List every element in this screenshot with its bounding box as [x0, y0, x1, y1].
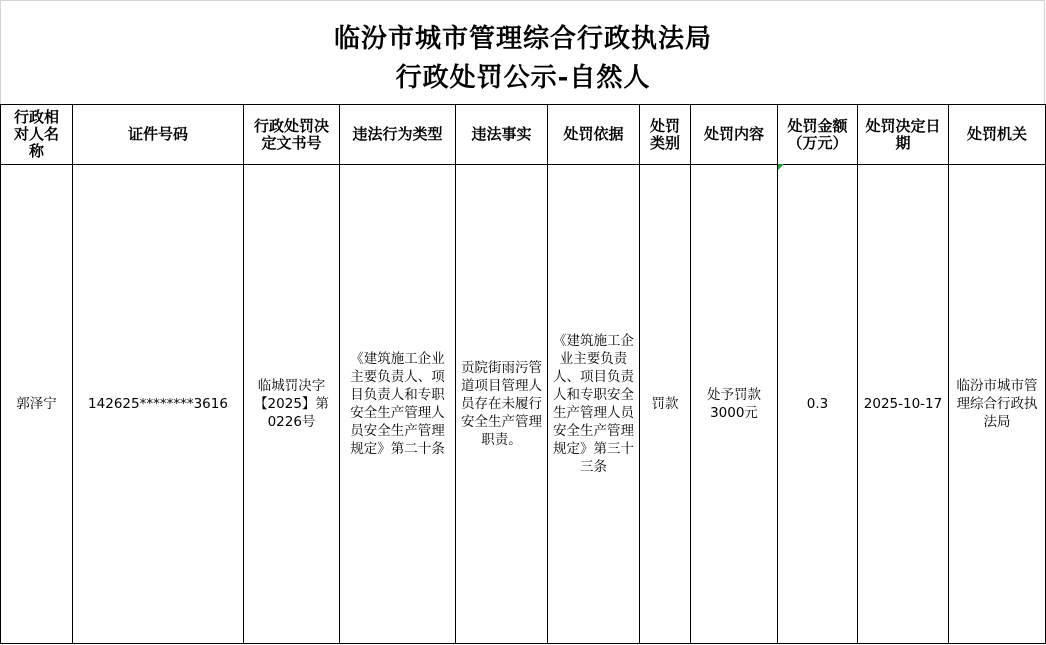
- header-row: [1, 105, 1046, 165]
- header-decision-date[interactable]: 处罚决定日期: [858, 105, 949, 165]
- penalty-table: [0, 104, 1046, 644]
- table-row: [1, 165, 1046, 644]
- header-id-number[interactable]: 证件号码: [73, 105, 244, 165]
- cell-penalty-content[interactable]: 处予罚款3000元: [691, 165, 778, 644]
- cell-authority[interactable]: 临汾市城市管理综合行政执法局: [949, 165, 1046, 644]
- cell-penalty-basis[interactable]: 《建筑施工企业主要负责人、项目负责人和专职安全生产管理人员安全生产管理规定》第三十三条: [548, 165, 640, 644]
- cell-id-number[interactable]: 142625********3616: [73, 165, 244, 644]
- document-title: 临汾市城市管理综合行政执法局: [333, 24, 712, 54]
- header-authority[interactable]: 处罚机关: [949, 105, 1046, 165]
- header-decision-number[interactable]: 行政处罚决定文书号: [244, 105, 340, 165]
- cell-decision-date[interactable]: 2025-10-17: [858, 165, 949, 644]
- header-name[interactable]: 行政相对人名称: [1, 105, 73, 165]
- document-subtitle: 行政处罚公示-自然人: [395, 63, 651, 93]
- header-penalty-amount[interactable]: 处罚金额（万元）: [778, 105, 858, 165]
- header-penalty-basis[interactable]: 处罚依据: [548, 105, 640, 165]
- header-violation-type[interactable]: 违法行为类型: [340, 105, 456, 165]
- cell-penalty-amount[interactable]: 0.3: [778, 165, 858, 644]
- cell-decision-number[interactable]: 临城罚决字【2025】第0226号: [244, 165, 340, 644]
- header-violation-facts[interactable]: 违法事实: [456, 105, 548, 165]
- header-penalty-category[interactable]: 处罚类别: [640, 105, 691, 165]
- cell-penalty-category[interactable]: 罚款: [640, 165, 691, 644]
- cell-violation-type[interactable]: 《建筑施工企业主要负责人、项目负责人和专职安全生产管理人员安全生产管理规定》第二十条: [340, 165, 456, 644]
- cell-name[interactable]: 郭泽宁: [1, 165, 73, 644]
- cell-violation-facts[interactable]: 贡院街雨污管道项目管理人员存在未履行安全生产管理职责。: [456, 165, 548, 644]
- header-penalty-content[interactable]: 处罚内容: [691, 105, 778, 165]
- cell-comment-marker: [778, 164, 784, 170]
